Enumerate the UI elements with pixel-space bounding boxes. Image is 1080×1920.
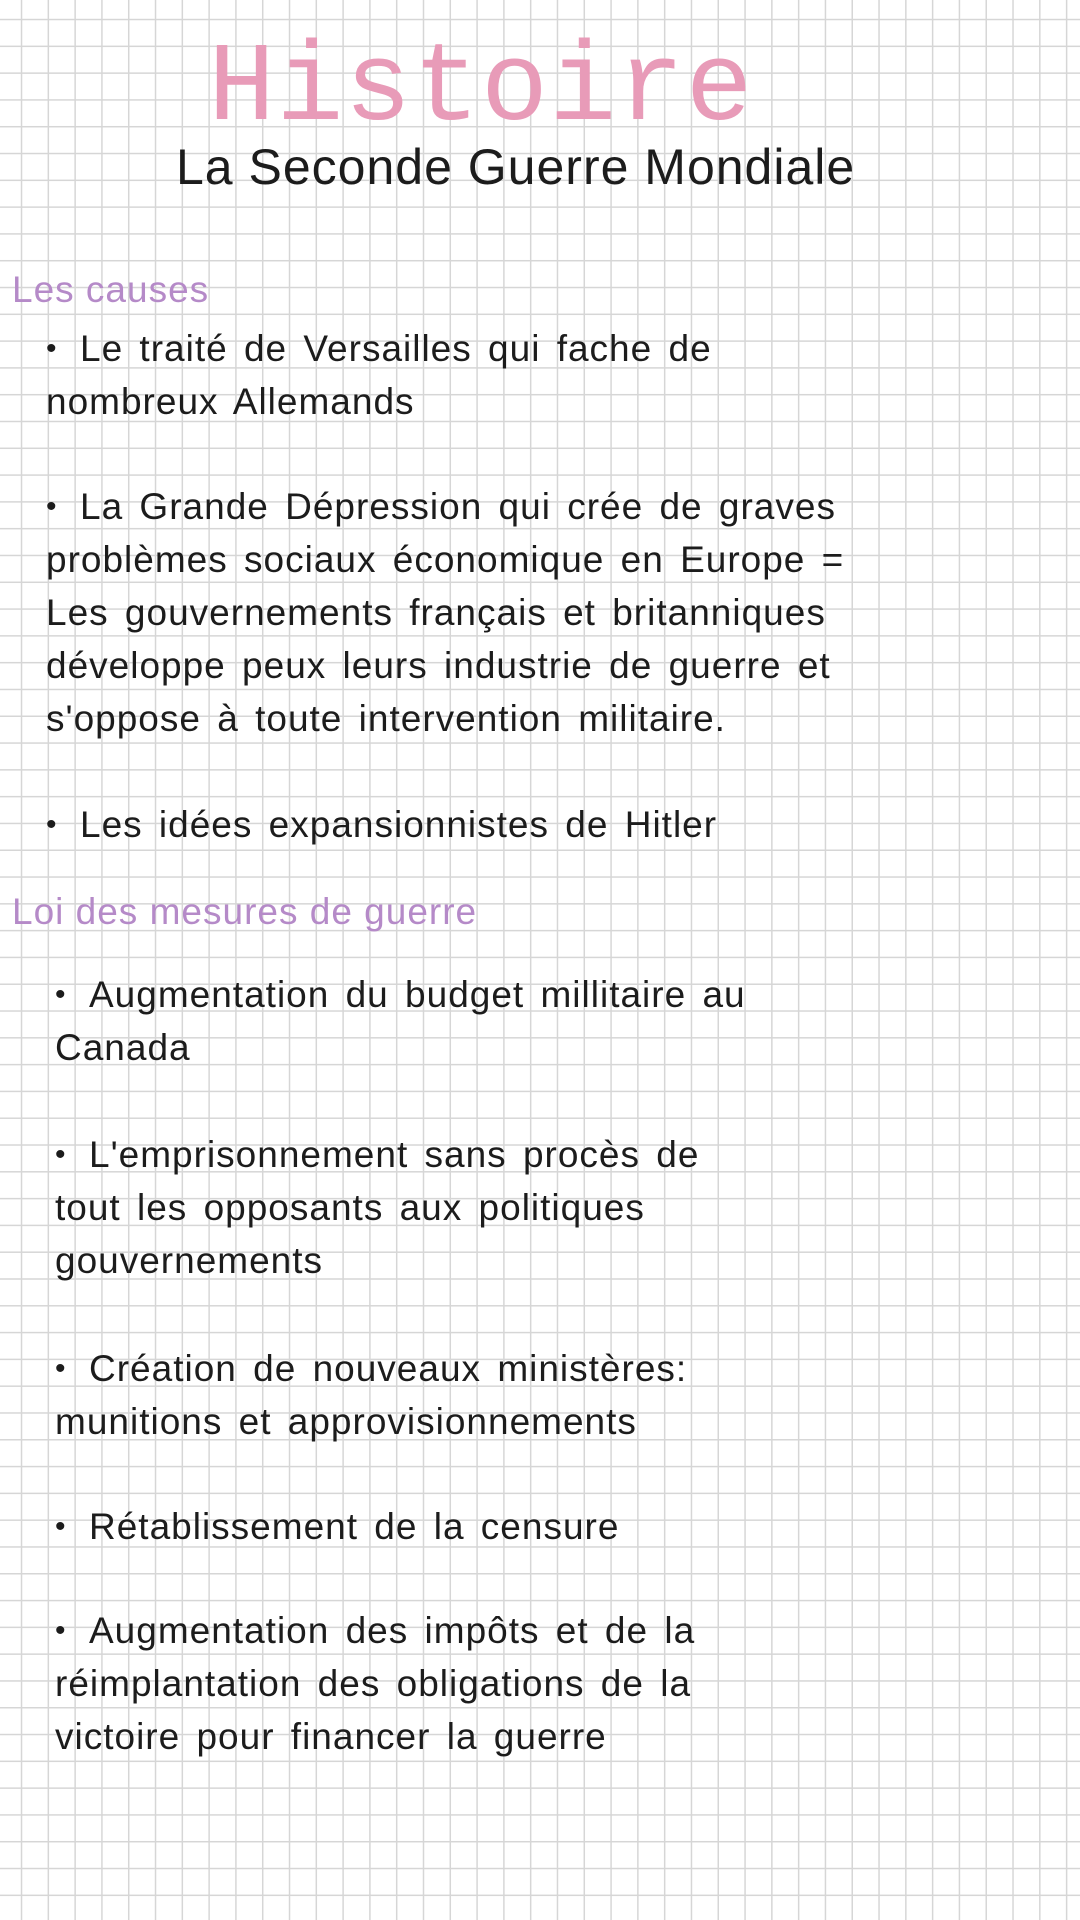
bullet-icon: • (46, 332, 58, 365)
bullet-icon: • (55, 1614, 67, 1647)
bullet-icon: • (55, 978, 67, 1011)
list-item (55, 1128, 775, 1287)
list-item-text: Augmentation du budget millitaire au Canada (55, 974, 746, 1068)
list-item (55, 1500, 775, 1553)
bullet-icon: • (55, 1510, 67, 1543)
section-heading-causes: Les causes (12, 269, 210, 310)
list-item-text: Les idées expansionnistes de Hitler (80, 804, 718, 845)
list-item-text: L'emprisonnement sans procès de tout les opposants aux politiques gouvernements (55, 1134, 700, 1281)
page-title: Histoire (208, 26, 754, 153)
list-item (55, 1604, 775, 1763)
list-item (46, 798, 806, 851)
list-item-text: Le traité de Versailles qui fache de nombreux Allemands (46, 328, 712, 422)
section-heading-war-measures: Loi des mesures de guerre (12, 891, 478, 932)
list-item-text: Création de nouveaux ministères: munitions et approvisionnements (55, 1348, 688, 1442)
list-item-text: Rétablissement de la censure (89, 1506, 620, 1547)
bullet-icon: • (55, 1138, 67, 1171)
bullet-icon: • (46, 490, 58, 523)
list-item-text: Augmentation des impôts et de la réimplantation des obligations de la victoire pour financer la guerre (55, 1610, 696, 1757)
list-item (55, 1342, 775, 1448)
list-item (46, 322, 806, 428)
bullet-icon: • (46, 808, 58, 841)
list-item (46, 480, 906, 745)
page-subtitle: La Seconde Guerre Mondiale (176, 139, 856, 195)
bullet-icon: • (55, 1352, 67, 1385)
list-item (55, 968, 815, 1074)
list-item-text: La Grande Dépression qui crée de graves problèmes sociaux économique en Europe = Les gouvernements français et britanniques développe peux leurs industrie de guerre et s'oppose à toute intervention militaire. (46, 486, 845, 739)
